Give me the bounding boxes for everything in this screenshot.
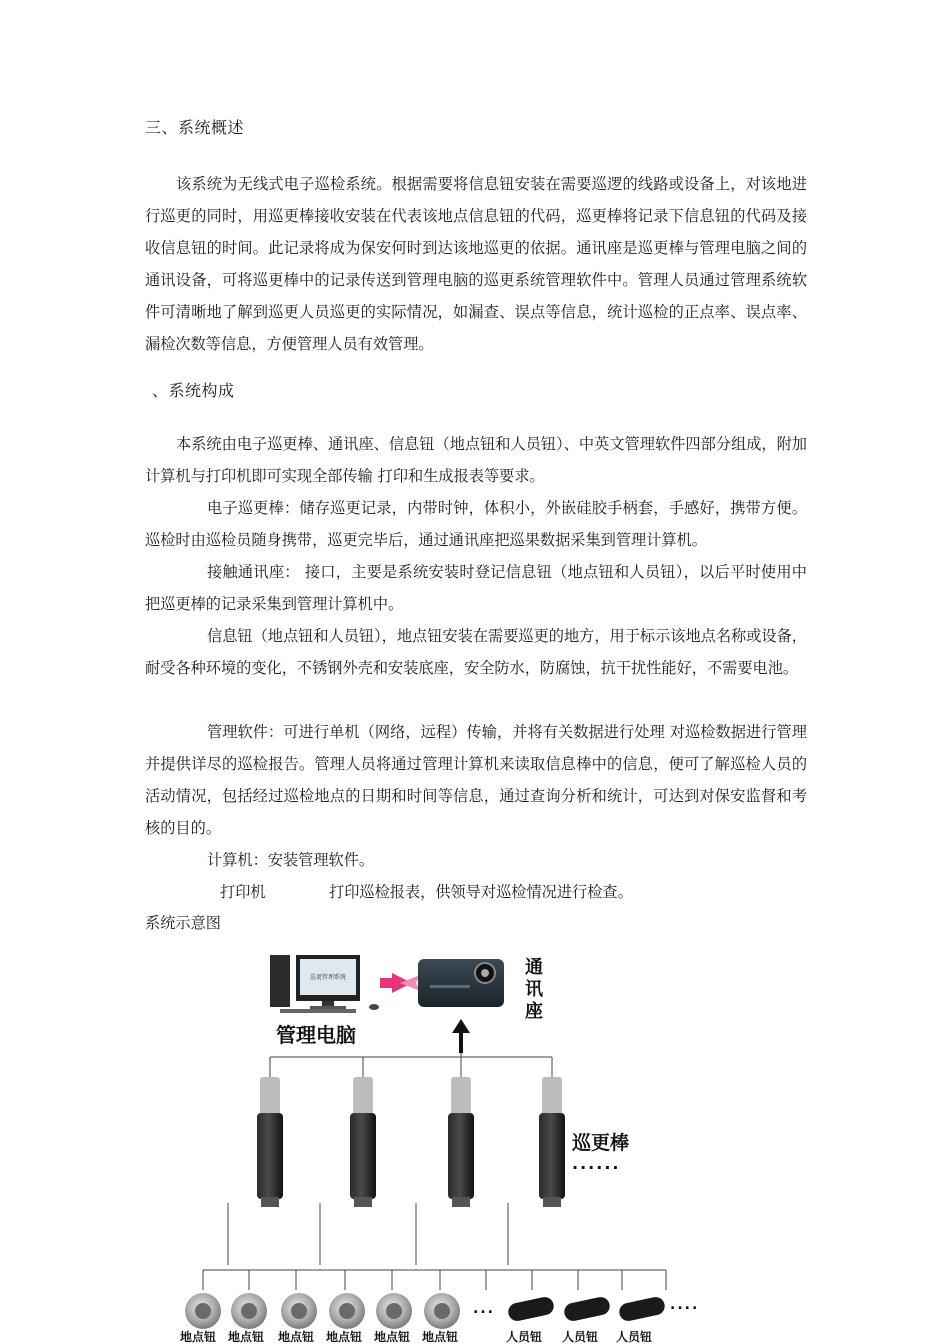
composition-intro: 本系统由电子巡更棒、通讯座、信息钮（地点钮和人员钮）、中英文管理软件四部分组成，附加计算机与打印机即可实现全部传输 打印和生成报表等要求。 — [145, 435, 807, 485]
overview-paragraph: 该系统为无线式电子巡检系统。根据需要将信息钮安装在需要巡逻的线路或设备上，对该地进行巡更的同时，用巡更棒接收安装在代表该地点信息钮的代码，巡更棒将记录下信息钮的代码及接收信息钮的时间。此记录将成为保安何时到达该地巡更的依据。通讯座是巡更棒与管理电脑之间的通讯设备，可将巡更棒中的记录传送到管理电脑的巡更系统管理软件中。管理人员通过管理系统软件可清晰地了解到巡更人员巡更的实际情况，如漏查、误点等信息，统计巡检的正点率、误点率、漏检次数等信息，方便管理人员有效管理。 — [145, 175, 807, 353]
patrol-stick-icon-3 — [448, 1077, 474, 1207]
person-button-icon-2 — [563, 1295, 612, 1322]
comm-base-description: 接触通讯座： 接口，主要是系统安装时登记信息钮（地点钮和人员钮），以后平时使用中把巡更棒的记录采集到管理计算机中。 — [145, 563, 807, 613]
section-heading-composition: 、系统构成 — [152, 381, 235, 400]
location-button-label-3: 地点钮 — [278, 1330, 315, 1344]
patrol-stick-icon-4 — [539, 1077, 565, 1207]
location-button-icon-4 — [329, 1293, 365, 1329]
section-heading-overview: 三、系统概述 — [145, 118, 245, 137]
location-button-icon-5 — [376, 1293, 412, 1329]
buttons-more-1: ... — [473, 1301, 495, 1317]
stick-more: ...... — [572, 1154, 621, 1173]
diagram-caption: 系统示意图 — [145, 914, 221, 932]
person-button-label-3: 人员钮 — [616, 1330, 653, 1344]
location-button-label-1: 地点钮 — [180, 1330, 217, 1344]
buttons-more-2: .... — [670, 1297, 700, 1313]
patrol-stick-icon-2 — [350, 1077, 376, 1207]
printer-label: 打印机 — [220, 883, 266, 901]
location-button-icon-1 — [185, 1293, 221, 1329]
location-button-icon-3 — [281, 1293, 317, 1329]
location-button-label-6: 地点钮 — [422, 1330, 459, 1344]
data-transfer-arrow-icon — [380, 973, 420, 993]
location-button-label-2: 地点钮 — [228, 1330, 265, 1344]
person-button-icon-3 — [618, 1295, 667, 1322]
location-button-label-4: 地点钮 — [326, 1330, 363, 1344]
pc-label: 管理电脑 — [276, 1023, 356, 1047]
computer-description: 计算机：安装管理软件。 — [207, 851, 375, 869]
printer-description: 打印巡检报表，供领导对巡检情况进行检查。 — [329, 883, 633, 901]
screen-text: 巡更管理系统 — [309, 974, 347, 981]
base-label-char-3: 座 — [525, 1001, 543, 1022]
person-button-label-1: 人员钮 — [506, 1330, 543, 1344]
system-diagram — [170, 945, 730, 1344]
communication-base-icon — [418, 959, 504, 1007]
software-description: 管理软件：可进行单机（网络，远程）传输，并将有关数据进行处理 对巡检数据进行管理并提供详尽的巡检报告。管理人员将通过管理计算机来读取信息棒中的信息，便可了解巡检人员的活动情况，包括经过巡检地点的日期和时间等信息，通过查询分析和统计，可达到对保安监督和考核的目的。 — [145, 723, 807, 837]
computer-icon — [270, 955, 379, 1013]
location-button-icon-2 — [231, 1293, 267, 1329]
person-button-icon-1 — [507, 1295, 556, 1322]
location-button-label-5: 地点钮 — [374, 1330, 411, 1344]
info-button-description: 信息钮（地点钮和人员钮），地点钮安装在需要巡更的地方，用于标示该地点名称或设备，耐受各种环境的变化，不锈钢外壳和安装底座，安全防水，防腐蚀，抗干扰性能好，不需要电池。 — [145, 627, 807, 677]
patrol-stick-icon-1 — [257, 1077, 283, 1207]
upload-arrow-icon — [452, 1019, 470, 1053]
patrol-stick-description: 电子巡更棒：储存巡更记录，内带时钟，体积小，外嵌硅胶手柄套，手感好，携带方便。巡检时由巡检员随身携带，巡更完毕后，通过通讯座把巡果数据采集到管理计算机。 — [145, 499, 807, 549]
base-label-char-2: 讯 — [525, 979, 543, 1000]
location-button-icon-6 — [424, 1293, 460, 1329]
base-label-char-1: 通 — [525, 957, 543, 978]
person-button-label-2: 人员钮 — [562, 1330, 599, 1344]
stick-label: 巡更棒 — [572, 1132, 630, 1154]
